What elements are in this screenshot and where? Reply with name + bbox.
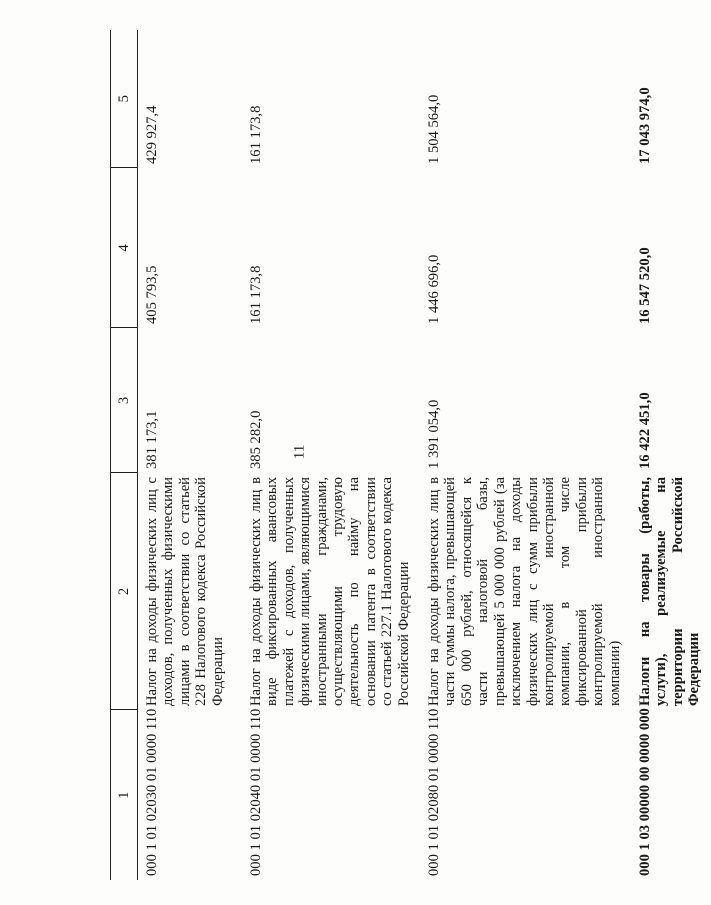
amount-col4: 1 446 696,0 — [426, 254, 443, 324]
column-header: 4 — [111, 168, 138, 328]
table-row — [138, 30, 243, 880]
amount-col5: 429 927,4 — [144, 105, 160, 164]
budget-code: 000 1 01 02080 01 0000 110 — [426, 708, 443, 876]
budget-table — [110, 30, 711, 880]
amount-col5: 161 173,8 — [248, 105, 264, 164]
amount-col4: 16 547 520,0 — [636, 247, 653, 324]
rotated-table-wrapper — [110, 30, 703, 880]
amount-col3: 381 173,1 — [144, 410, 160, 469]
page-number: 11 — [291, 444, 308, 460]
item-name: Налог на доходы физических лиц с доходов, полученных физическими лицами в соответствии со статьей 228 Налогового кодекса Российской Федерации — [144, 477, 226, 706]
header-row — [111, 30, 138, 880]
amount-col5: 1 504 564,0 — [426, 94, 443, 164]
column-header: 2 — [111, 473, 138, 710]
column-header: 1 — [111, 710, 138, 880]
item-name: Налог на доходы физических лиц в части суммы налога, превышающей 650 000 рублей, относящейся к части налоговой базы, превышающей 5 000 000 рублей (за исключением налога на доходы физических лиц с сумм прибыли контролируемой иностранной компании, в том числе фиксированной прибыли контролируемой иностранной компании) — [426, 477, 623, 706]
table-row — [420, 30, 631, 880]
column-header: 5 — [111, 30, 138, 168]
amount-col3: 1 391 054,0 — [426, 399, 443, 469]
amount-col4: 161 173,8 — [248, 265, 264, 324]
amount-col5: 17 043 974,0 — [636, 87, 653, 164]
budget-code: 000 1 03 00000 00 0000 000 — [636, 708, 653, 876]
amount-col4: 405 793,5 — [144, 265, 160, 324]
amount-col3: 385 282,0 — [248, 410, 264, 469]
item-name: Налог на доходы физических лиц в виде фиксированных авансовых платежей с доходов, полученных физическими лицами, являющимися иностранными гражданами, осуществляющими трудовую деятельность по найму на основании патента в соответствии со статьей 227.1 Налогового кодекса Российской Федерации — [248, 477, 412, 706]
budget-code: 000 1 01 02040 01 0000 110 — [248, 708, 264, 876]
table-row — [242, 30, 420, 880]
item-name: Налоги на товары (работы, услуги), реализуемые на территории Российской Федерации — [636, 477, 703, 706]
table-row — [631, 30, 711, 880]
budget-code: 000 1 01 02030 01 0000 110 — [144, 708, 160, 876]
column-header: 3 — [111, 328, 138, 473]
amount-col3: 16 422 451,0 — [636, 392, 653, 469]
